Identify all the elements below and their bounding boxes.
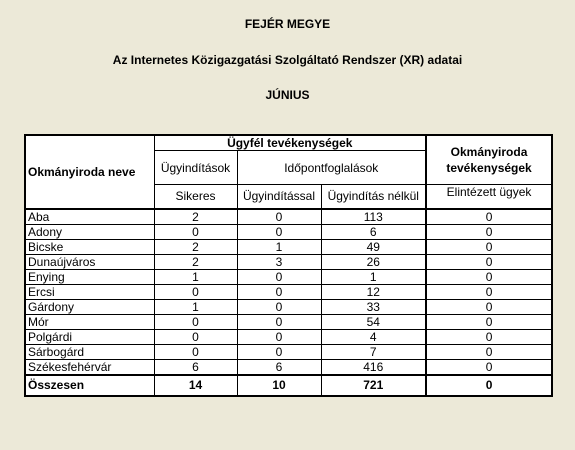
without-case-cell: 1	[321, 269, 426, 284]
without-case-cell: 113	[321, 209, 426, 225]
without-case-cell: 7	[321, 344, 426, 359]
without-case-cell: 49	[321, 239, 426, 254]
successful-cell: 2	[154, 209, 237, 225]
successful-cell: 0	[154, 284, 237, 299]
total-successful-cell: 14	[154, 375, 237, 396]
office-name-cell: Enying	[25, 269, 154, 284]
office-name-cell: Mór	[25, 314, 154, 329]
completed-cell: 0	[426, 329, 552, 344]
table-row	[25, 344, 552, 359]
with-case-cell: 3	[237, 254, 321, 269]
completed-cell: 0	[426, 239, 552, 254]
table-row	[25, 254, 552, 269]
group-header-office-activities: Okmányiroda tevékenységek	[426, 135, 552, 185]
office-name-cell: Dunaújváros	[25, 254, 154, 269]
office-name-cell: Ercsi	[25, 284, 154, 299]
office-name-cell: Aba	[25, 209, 154, 225]
office-name-cell: Sárbogárd	[25, 344, 154, 359]
total-row	[25, 375, 552, 396]
office-name-cell: Adony	[25, 224, 154, 239]
col-header-completed: Elintézett ügyek	[426, 185, 552, 209]
without-case-cell: 416	[321, 359, 426, 375]
without-case-cell: 54	[321, 314, 426, 329]
county-title: FEJÉR MEGYE	[244, 17, 331, 31]
table-row	[25, 299, 552, 314]
with-case-cell: 0	[237, 224, 321, 239]
successful-cell: 0	[154, 329, 237, 344]
with-case-cell: 0	[237, 329, 321, 344]
successful-cell: 2	[154, 254, 237, 269]
table-row	[25, 239, 552, 254]
completed-cell: 0	[426, 284, 552, 299]
completed-cell: 0	[426, 269, 552, 284]
table-row	[25, 329, 552, 344]
table-row	[25, 359, 552, 375]
col-header-with-case: Ügyindítással	[237, 185, 321, 209]
table-row	[25, 284, 552, 299]
with-case-cell: 0	[237, 209, 321, 225]
with-case-cell: 0	[237, 299, 321, 314]
col-header-office-name: Okmányiroda neve	[25, 135, 154, 209]
without-case-cell: 26	[321, 254, 426, 269]
successful-cell: 0	[154, 344, 237, 359]
completed-cell: 0	[426, 254, 552, 269]
with-case-cell: 0	[237, 269, 321, 284]
with-case-cell: 1	[237, 239, 321, 254]
successful-cell: 0	[154, 224, 237, 239]
group-header-client-activities: Ügyfél tevékenységek	[154, 135, 426, 151]
subheader-appointments: Időpontfoglalások	[237, 151, 426, 185]
completed-cell: 0	[426, 314, 552, 329]
col-header-successful: Sikeres	[154, 185, 237, 209]
office-name-cell: Székesfehérvár	[25, 359, 154, 375]
successful-cell: 1	[154, 269, 237, 284]
office-name-cell: Gárdony	[25, 299, 154, 314]
office-name-cell: Bicske	[25, 239, 154, 254]
total-completed-cell: 0	[426, 375, 552, 396]
completed-cell: 0	[426, 299, 552, 314]
with-case-cell: 0	[237, 284, 321, 299]
without-case-cell: 12	[321, 284, 426, 299]
with-case-cell: 6	[237, 359, 321, 375]
subheader-case-starts: Ügyindítások	[154, 151, 237, 185]
without-case-cell: 6	[321, 224, 426, 239]
office-name-cell: Polgárdi	[25, 329, 154, 344]
table-row	[25, 224, 552, 239]
col-header-without-case: Ügyindítás nélkül	[321, 185, 426, 209]
report-table	[24, 134, 553, 397]
total-without-case-cell: 721	[321, 375, 426, 396]
month-title: JÚNIUS	[265, 88, 310, 102]
successful-cell: 2	[154, 239, 237, 254]
table-row	[25, 269, 552, 284]
with-case-cell: 0	[237, 314, 321, 329]
report-subtitle: Az Internetes Közigazgatási Szolgáltató Rendszer (XR) adatai	[112, 53, 463, 67]
successful-cell: 6	[154, 359, 237, 375]
total-with-case-cell: 10	[237, 375, 321, 396]
table-row	[25, 209, 552, 225]
completed-cell: 0	[426, 209, 552, 225]
table-row	[25, 314, 552, 329]
total-office-name-cell: Összesen	[25, 375, 154, 396]
without-case-cell: 4	[321, 329, 426, 344]
completed-cell: 0	[426, 344, 552, 359]
successful-cell: 0	[154, 314, 237, 329]
successful-cell: 1	[154, 299, 237, 314]
completed-cell: 0	[426, 359, 552, 375]
without-case-cell: 33	[321, 299, 426, 314]
completed-cell: 0	[426, 224, 552, 239]
with-case-cell: 0	[237, 344, 321, 359]
